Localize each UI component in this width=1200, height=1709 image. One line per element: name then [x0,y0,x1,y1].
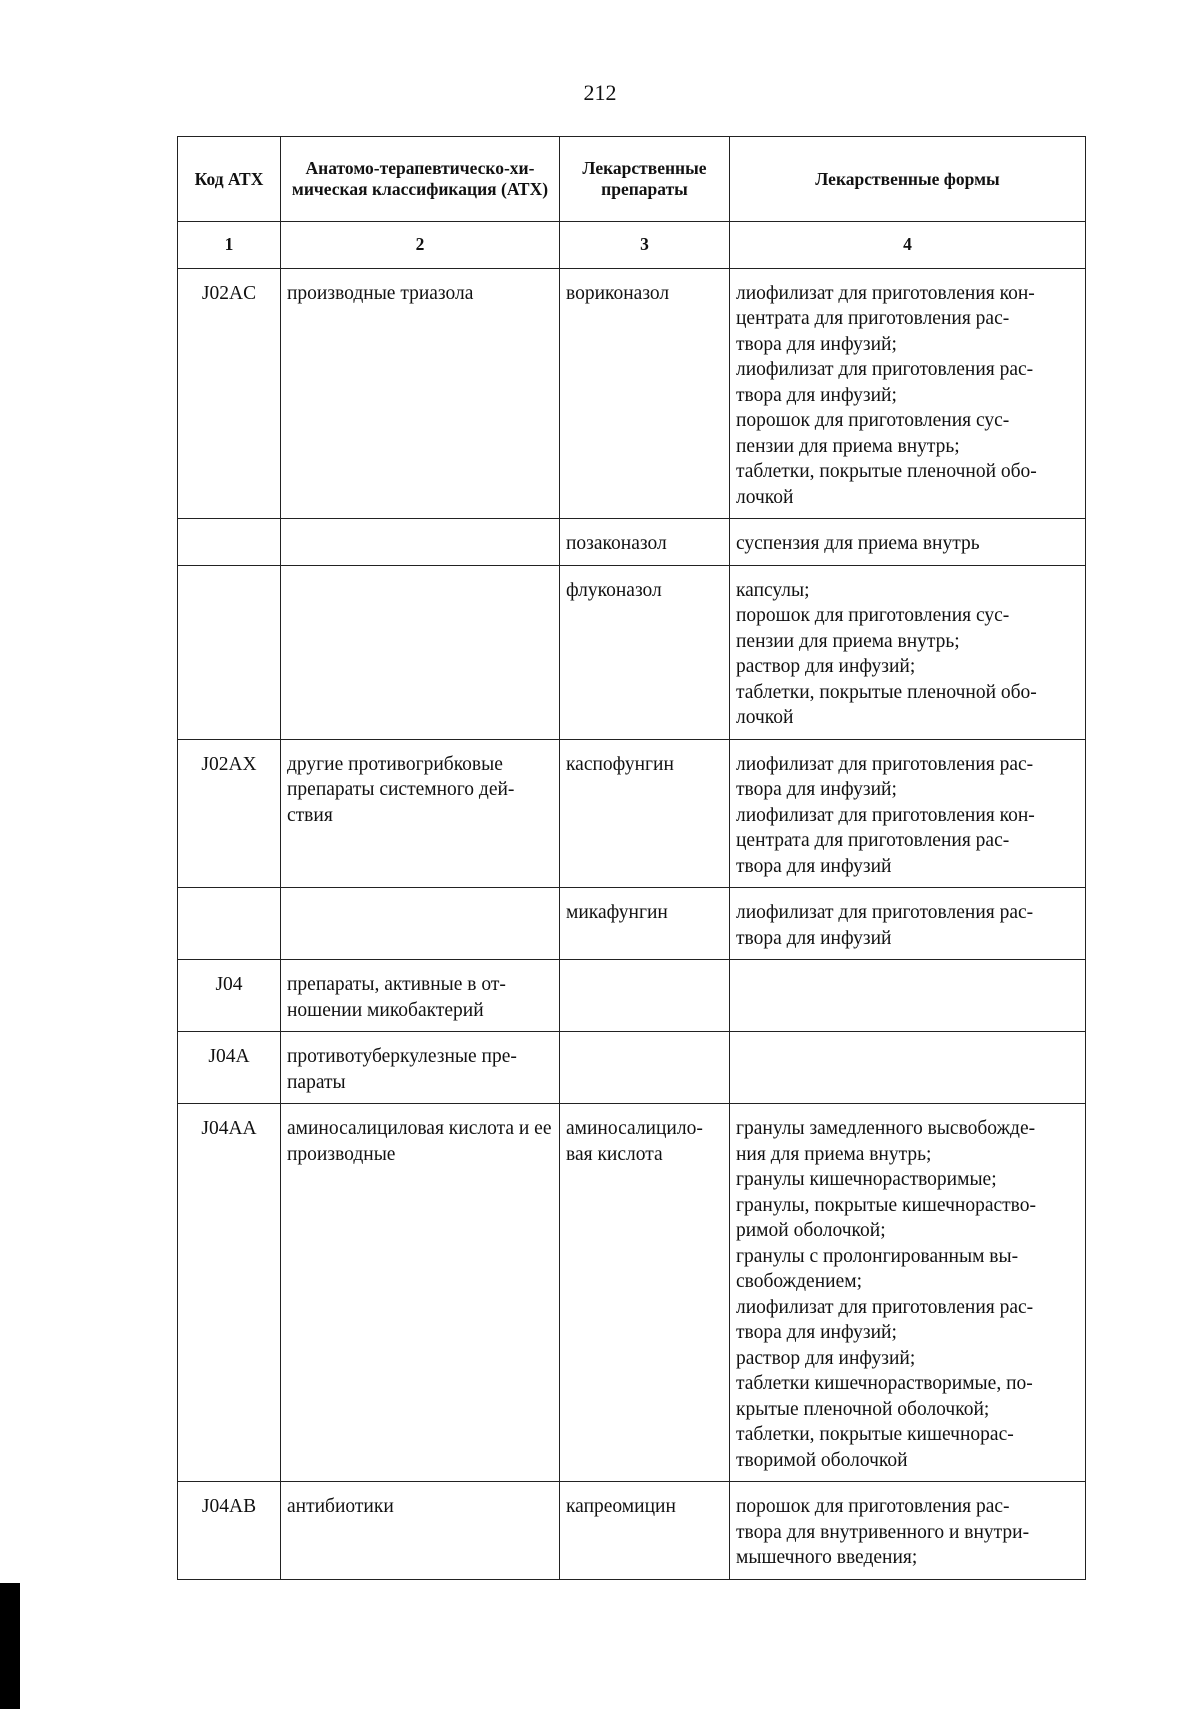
atc-code-cell: J04 [178,960,281,1032]
dosage-form-line: лочкой [736,707,794,728]
dosage-form-line: римой оболочкой; [736,1220,886,1241]
column-number: 1 [178,222,281,269]
dosage-form-line: таблетки, покрытые кишечнорас- [736,1424,1014,1445]
dosage-form-line: твора для инфузий; [736,333,897,355]
dosage-form-line: лочкой [736,486,794,508]
dosage-form-line: порошок для приготовления сус- [736,410,1010,431]
dosage-forms-cell [730,960,1086,1032]
dosage-form-line: лиофилизат для приготовления рас- [736,753,1034,775]
table-row [178,268,1086,519]
dosage-form-line: центрата для приготовления рас- [736,308,1010,329]
table-row [178,739,1086,888]
column-number: 2 [281,222,560,269]
dosage-forms-cell [730,1104,1086,1482]
dosage-form-line: крытые пленочной оболочкой; [736,1398,990,1420]
drug-name-cell [560,1032,730,1104]
column-number: 4 [730,222,1086,269]
dosage-forms-cell [730,888,1086,960]
column-number-row [178,222,1086,269]
table-body [178,268,1086,1579]
classification-cell: противотуберкулезные пре-параты [281,1032,560,1104]
table-row [178,519,1086,566]
atc-code-cell [178,565,281,739]
atc-code-cell: J02AX [178,739,281,888]
dosage-forms-cell [730,565,1086,739]
dosage-forms-cell [730,268,1086,519]
dosage-form-line: центрата для приготовления рас- [736,830,1010,851]
classification-cell: препараты, активные в от-ношении микобактерий [281,960,560,1032]
atc-code-cell: J04AA [178,1104,281,1482]
dosage-form-line: свобождением; [736,1271,862,1292]
classification-cell [281,519,560,566]
drug-name-cell: каспофунгин [560,739,730,888]
dosage-form-line: порошок для приготовления сус- [736,605,1010,626]
drug-name-cell: капреомицин [560,1482,730,1580]
dosage-form-line: лиофилизат для приготовления кон- [736,804,1035,826]
dosage-form-line: таблетки, покрытые пленочной обо- [736,461,1037,482]
classification-cell: антибиотики [281,1482,560,1580]
atc-code-cell [178,888,281,960]
atc-code-cell: J02AC [178,268,281,519]
dosage-form-line: твора для инфузий [736,927,892,949]
classification-cell: производные триазола [281,268,560,519]
dosage-form-line: гранулы кишечнорастворимые; [736,1169,997,1190]
classification-cell: другие противогрибковые препараты системного дей-ствия [281,739,560,888]
classification-cell: аминосалициловая кислота и ее производные [281,1104,560,1482]
atc-code-cell: J04AB [178,1482,281,1580]
drug-name-cell: позаконазол [560,519,730,566]
table-row [178,565,1086,739]
drug-name-cell: флуконазол [560,565,730,739]
dosage-form-line: твора для инфузий [736,855,892,877]
dosage-form-line: капсулы; [736,579,810,601]
dosage-form-line: раствор для инфузий; [736,1347,916,1369]
dosage-form-line: гранулы, покрытые кишечнораство- [736,1194,1036,1216]
header-atc-classification: Анатомо-терапевтическо-хи-мическая классификация (АТХ) [281,137,560,222]
dosage-form-line: лиофилизат для приготовления рас- [736,359,1034,380]
dosage-form-line: лиофилизат для приготовления рас- [736,902,1034,923]
classification-cell [281,888,560,960]
atc-code-cell: J04A [178,1032,281,1104]
dosage-form-line: таблетки кишечнорастворимые, по- [736,1373,1033,1394]
dosage-forms-cell [730,1482,1086,1580]
column-number: 3 [560,222,730,269]
table-row [178,1482,1086,1580]
dosage-form-line: лиофилизат для приготовления кон- [736,282,1035,304]
dosage-forms-cell [730,739,1086,888]
header-dosage-forms: Лекарственные формы [730,137,1086,222]
header-drugs: Лекарственные препараты [560,137,730,222]
dosage-form-line: порошок для приготовления рас- [736,1496,1010,1517]
dosage-form-line: твора для внутривенного и внутри- [736,1521,1030,1543]
dosage-form-line: лиофилизат для приготовления рас- [736,1296,1034,1318]
dosage-form-line: суспензия для приема внутрь [736,533,980,554]
atc-code-cell [178,519,281,566]
dosage-form-line: мышечного введения; [736,1547,918,1568]
table-row [178,1104,1086,1482]
dosage-form-line: раствор для инфузий; [736,656,916,677]
header-row [178,137,1086,222]
dosage-form-line: твора для инфузий; [736,1322,897,1343]
drug-name-cell: вориконазол [560,268,730,519]
scan-edge-mark [0,1583,20,1709]
classification-cell [281,565,560,739]
table-row [178,1032,1086,1104]
table-row [178,888,1086,960]
dosage-form-line: ния для приема внутрь; [736,1143,932,1165]
dosage-forms-cell [730,1032,1086,1104]
dosage-form-line: твора для инфузий; [736,384,897,406]
drug-name-cell: аминосалицило-вая кислота [560,1104,730,1482]
page-number: 212 [583,80,617,105]
dosage-form-line: твора для инфузий; [736,779,897,800]
atc-drug-table [177,136,1086,1580]
dosage-form-line: пензии для приема внутрь; [736,435,960,457]
drug-name-cell: микафунгин [560,888,730,960]
header-atc-code: Код АТХ [178,137,281,222]
dosage-form-line: гранулы замедленного высвобожде- [736,1118,1036,1139]
dosage-forms-cell [730,519,1086,566]
drug-name-cell [560,960,730,1032]
dosage-form-line: творимой оболочкой [736,1449,908,1471]
dosage-form-line: гранулы с пролонгированным вы- [736,1245,1019,1267]
dosage-form-line: пензии для приема внутрь; [736,630,960,652]
table-row [178,960,1086,1032]
dosage-form-line: таблетки, покрытые пленочной обо- [736,681,1037,703]
